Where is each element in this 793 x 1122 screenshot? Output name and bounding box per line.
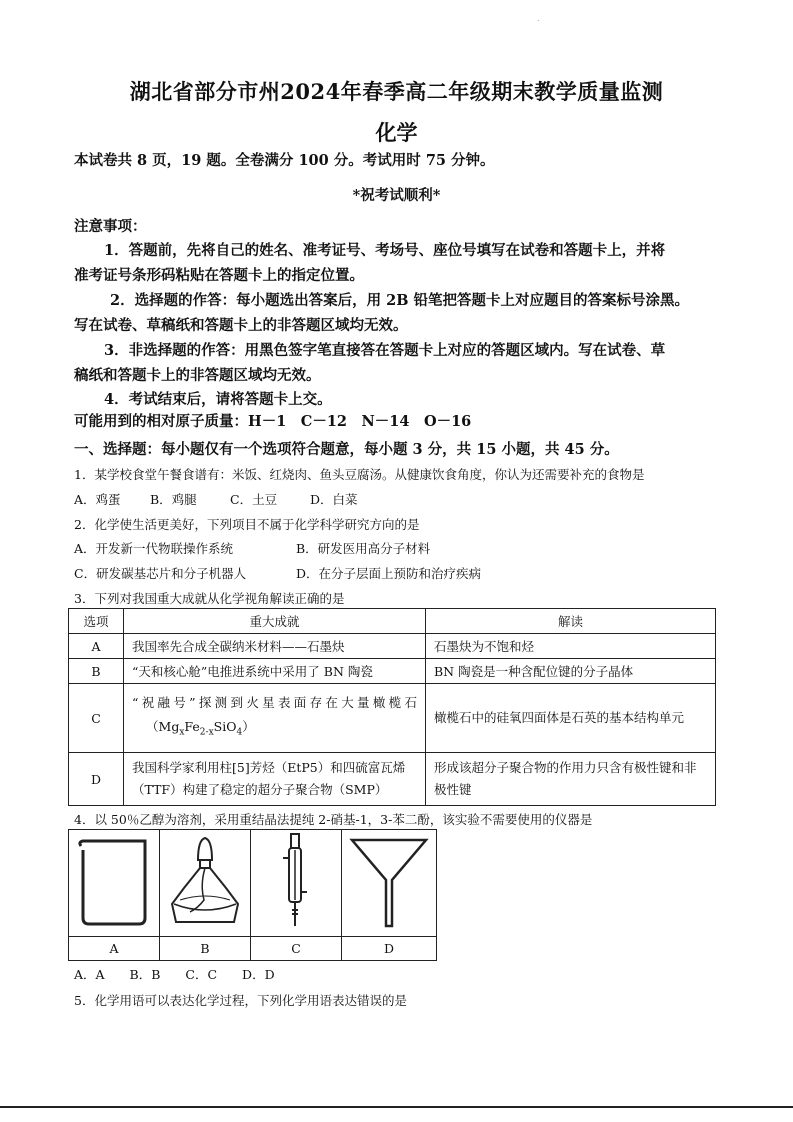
q3-row-c-option: C (69, 684, 124, 753)
q3-row-b-achievement: “天和核心舱”电推进系统中采用了 BN 陶瓷 (124, 659, 426, 684)
q4-image-c (251, 830, 342, 937)
q3-row-a-interpretation: 石墨炔为不饱和烃 (426, 634, 716, 659)
q1-option-a: A．鸡蛋 (74, 492, 121, 507)
q4-label-c: C (251, 937, 342, 961)
beaker-icon (69, 830, 159, 932)
section-1-heading: 一、选择题：每小题仅有一个选项符合题意，每小题 3 分，共 15 小题，共 45 分。 (74, 441, 619, 458)
q3-table (68, 608, 716, 806)
q3-row-c-achievement-cell (124, 684, 426, 753)
q3-row-d-achievement: 我国科学家利用柱[5]芳烃（EtP5）和四硫富瓦烯（TTF）构建了稳定的超分子聚合物（SMP） (124, 753, 426, 806)
subject-title: 化学 (375, 120, 418, 145)
table-row (69, 753, 716, 806)
q5-stem: 5．化学用语可以表达化学过程，下列化学用语表达错误的是 (74, 993, 407, 1008)
q3-row-a-achievement: 我国率先合成全碳纳米材料——石墨炔 (124, 634, 426, 659)
q3-row-c-interpretation: 橄榄石中的硅氧四面体是石英的基本结构单元 (426, 684, 716, 753)
q3-row-b-interpretation: BN 陶瓷是一种含配位键的分子晶体 (426, 659, 716, 684)
q3-formula: $(Mg_xFe_{2-x}SiO_4)$ (146, 719, 255, 738)
funnel-icon (342, 830, 436, 932)
notice-heading: 注意事项： (74, 218, 147, 235)
q2-stem: 2．化学使生活更美好，下列项目不属于化学科学研究方向的是 (74, 517, 420, 532)
q3-row-b-option: B (69, 659, 124, 684)
q3-header-option: 选项 (69, 609, 124, 634)
q3-row-d-interpretation: 形成该超分子聚合物的作用力只含有极性键和非极性键 (426, 753, 716, 806)
good-luck: *祝考试顺利* (352, 187, 441, 204)
q1-option-b: B．鸡腿 (150, 492, 197, 507)
q4-image-d (342, 830, 437, 937)
q2-option-d: D．在分子层面上预防和治疗疾病 (296, 566, 482, 581)
q3-header-interpretation: 解读 (426, 609, 716, 634)
q4-stem: 4．以 50％乙醇为溶剂，采用重结晶法提纯 2-硝基-1，3-苯二酚，该实验不需要使用的仪器是 (74, 812, 593, 827)
notice-item-1a: 1．答题前，先将自己的姓名、准考证号、考场号、座位号填写在试卷和答题卡上，并将 (104, 242, 666, 259)
notice-item-2a: 2．选择题的作答：每小题选出答案后，用 2B 铅笔把答题卡上对应题目的答案标号涂黑。 (110, 292, 690, 309)
q1-option-d: D．白菜 (310, 492, 358, 507)
q1-stem: 1．某学校食堂午餐食谱有：米饭、红烧肉、鱼头豆腐汤。从健康饮食角度，你认为还需要补充的食物是 (74, 467, 645, 482)
condenser-icon (251, 830, 341, 932)
table-row (69, 634, 716, 659)
q3-header-achievement: 重大成就 (124, 609, 426, 634)
notice-item-1b: 准考证号条形码粘贴在答题卡上的指定位置。 (74, 267, 364, 284)
q4-image-a (69, 830, 160, 937)
q4-label-d: D (342, 937, 437, 961)
q3-row-d-option: D (69, 753, 124, 806)
page-dot: . (537, 14, 540, 23)
q3-row-a-option: A (69, 634, 124, 659)
q4-label-a: A (69, 937, 160, 961)
notice-item-4: 4．考试结束后，请将答题卡上交。 (104, 391, 332, 408)
q4-options: A．A B．B C．C D．D (74, 967, 275, 982)
exam-info: 本试卷共 8 页，19 题。全卷满分 100 分。考试用时 75 分钟。 (74, 152, 495, 169)
exam-title: 湖北省部分市州2024年春季高二年级期末教学质量监测 (129, 79, 664, 104)
table-row (69, 684, 716, 753)
q2-option-c: C．研发碳基芯片和分子机器人 (74, 566, 247, 581)
notice-item-3a: 3．非选择题的作答：用黑色签字笔直接答在答题卡上对应的答题区域内。写在试卷、草 (104, 342, 666, 359)
q2-option-b: B．研发医用高分子材料 (296, 541, 431, 556)
q2-option-a: A．开发新一代物联操作系统 (74, 541, 234, 556)
q4-apparatus-table (68, 829, 437, 961)
alcohol-lamp-icon (160, 830, 250, 932)
atomic-mass: 可能用到的相对原子质量：H－1 C－12 N－14 O－16 (74, 413, 472, 430)
q3-row-c-achievement: “祝融号”探测到火星表面存在大量橄榄石 (132, 695, 417, 711)
q3-stem: 3．下列对我国重大成就从化学视角解读正确的是 (74, 591, 345, 606)
notice-item-2b: 写在试卷、草稿纸和答题卡上的非答题区域均无效。 (74, 317, 408, 334)
q4-label-b: B (160, 937, 251, 961)
q4-image-b (160, 830, 251, 937)
notice-item-3b: 稿纸和答题卡上的非答题区域均无效。 (74, 367, 321, 384)
table-row (69, 659, 716, 684)
page-bottom-divider (0, 1106, 793, 1108)
q1-option-c: C．土豆 (230, 492, 278, 507)
